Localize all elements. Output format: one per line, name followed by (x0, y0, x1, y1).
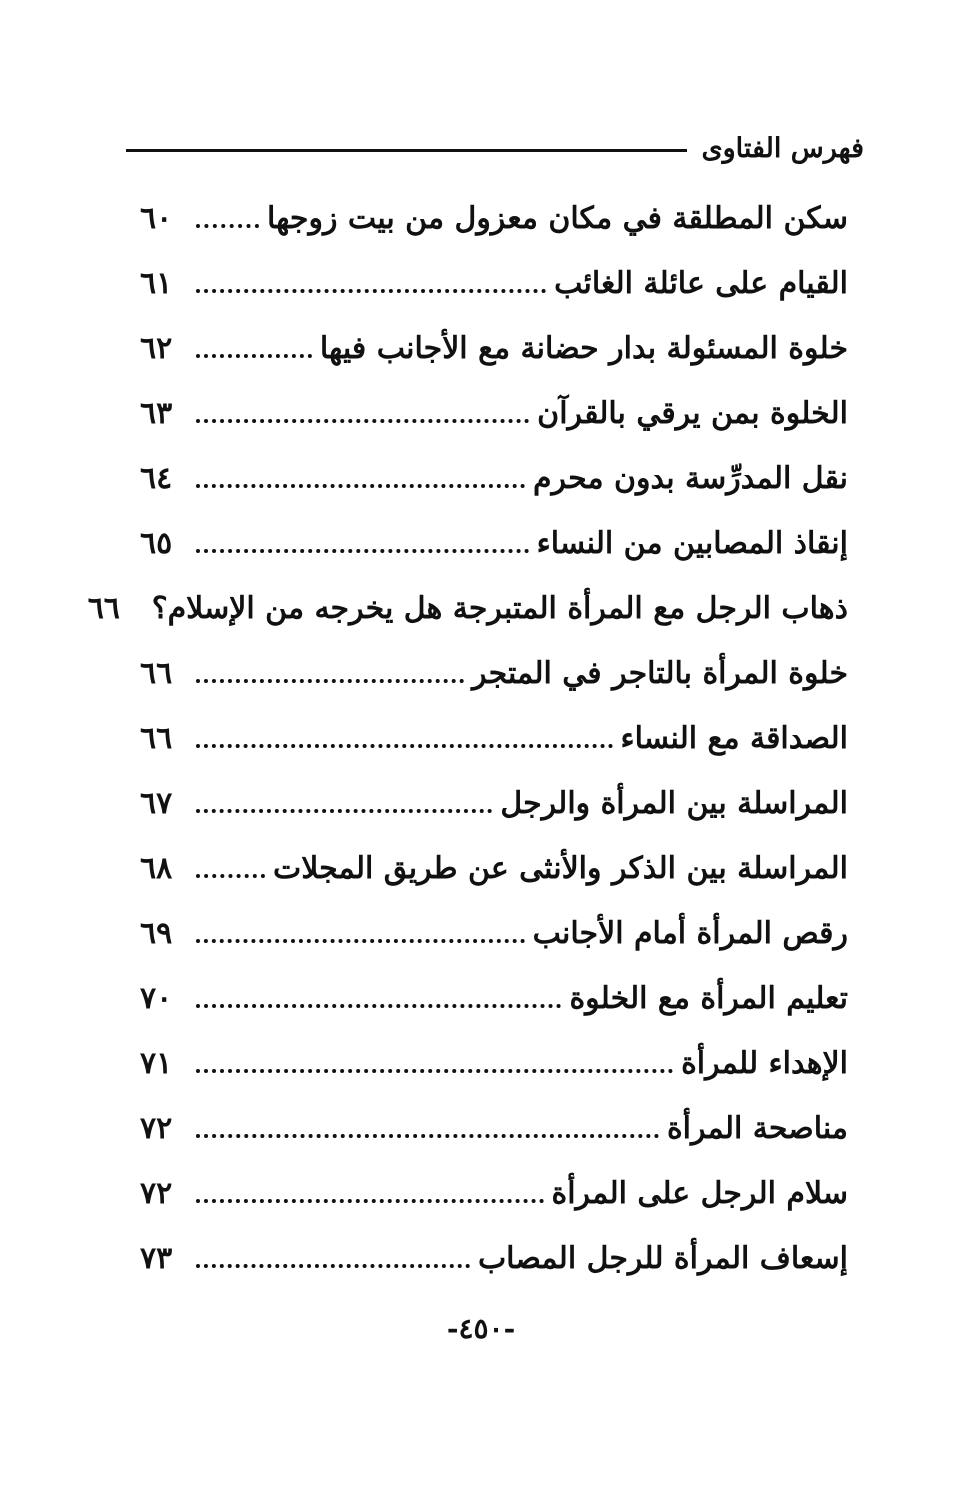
header-title: فهرس الفتاوى (701, 132, 864, 164)
dot-leader (196, 874, 265, 878)
toc-entry-page: ٧١ (140, 1046, 173, 1081)
toc-entry[interactable] (140, 1226, 848, 1291)
dot-leader (196, 419, 529, 423)
toc-entry[interactable] (140, 771, 848, 836)
toc-entry-title: الخلوة بمن يرقي بالقرآن (537, 396, 848, 431)
toc-entry[interactable] (140, 1031, 848, 1096)
dot-leader (196, 679, 464, 683)
page-number: -٤٥٠- (446, 1312, 516, 1345)
toc-entry-page: ٦٥ (140, 526, 173, 561)
toc-entry[interactable] (140, 511, 848, 576)
toc-entry-title: سكن المطلقة في مكان معزول من بيت زوجها (266, 201, 848, 236)
toc-entry-page: ٦٤ (140, 461, 173, 496)
dot-leader (196, 809, 492, 813)
toc-entry-title: خلوة المسئولة بدار حضانة مع الأجانب فيها (319, 331, 848, 366)
toc-entry-page: ٦٠ (140, 201, 173, 236)
toc-entry-page: ٧٢ (140, 1176, 173, 1211)
toc-entry-page: ٦١ (140, 266, 173, 301)
toc-entry-title: خلوة المرأة بالتاجر في المتجر (472, 656, 848, 691)
toc-entry-page: ٦٦ (87, 591, 120, 626)
toc-entry-page: ٦٦ (140, 656, 173, 691)
toc-entry-title: نقل المدرِّسة بدون محرم (532, 461, 848, 496)
dot-leader (196, 549, 529, 553)
toc-entry-page: ٦٢ (140, 331, 173, 366)
toc-entry-title: القيام على عائلة الغائب (554, 266, 848, 301)
toc-entry[interactable] (140, 1161, 848, 1226)
dot-leader (196, 289, 546, 293)
toc-entry-title: مناصحة المرأة (666, 1111, 848, 1146)
toc-entry[interactable] (87, 576, 848, 641)
toc-entry-title: تعليم المرأة مع الخلوة (569, 981, 848, 1016)
toc-entry[interactable] (140, 836, 848, 901)
toc-entry[interactable] (140, 251, 848, 316)
toc-entry[interactable] (140, 901, 848, 966)
toc-entry-title: إسعاف المرأة للرجل المصاب (477, 1241, 848, 1276)
toc-entry-title: ذهاب الرجل مع المرأة المتبرجة هل يخرجه من الإسلام؟ (151, 591, 848, 626)
toc-entry[interactable] (140, 1096, 848, 1161)
toc-entry-page: ٦٨ (140, 851, 173, 886)
dot-leader (196, 939, 525, 943)
toc-entry[interactable] (140, 641, 848, 706)
toc-entry-page: ٦٩ (140, 916, 173, 951)
toc-entry[interactable] (140, 316, 848, 381)
dot-leader (196, 354, 312, 358)
toc-entry-title: المراسلة بين الذكر والأنثى عن طريق المجلات (272, 851, 848, 886)
toc-entry-title: الإهداء للمرأة (681, 1046, 848, 1081)
toc-entry-page: ٧٠ (140, 981, 173, 1016)
dot-leader (196, 1069, 673, 1073)
toc-entry-page: ٧٣ (140, 1241, 173, 1276)
toc-entry-title: سلام الرجل على المرأة (551, 1176, 848, 1211)
dot-leader (196, 1004, 561, 1008)
toc-entry-title: رقص المرأة أمام الأجانب (532, 916, 848, 951)
header-rule (126, 149, 687, 152)
dot-leader (196, 484, 525, 488)
toc-entry-title: إنقاذ المصابين من النساء (536, 526, 848, 561)
dot-leader (196, 1264, 470, 1268)
toc-entry[interactable] (140, 381, 848, 446)
toc-entry[interactable] (140, 966, 848, 1031)
dot-leader (196, 1199, 544, 1203)
toc-entry-page: ٧٢ (140, 1111, 173, 1146)
toc-entry-page: ٦٧ (140, 786, 173, 821)
toc-entry-title: المراسلة بين المرأة والرجل (500, 786, 848, 821)
dot-leader (196, 744, 613, 748)
dot-leader (196, 224, 259, 228)
dot-leader (196, 1134, 659, 1138)
running-header (126, 128, 864, 168)
toc-entry[interactable] (140, 706, 848, 771)
table-of-contents (87, 186, 848, 1291)
toc-entry-title: الصداقة مع النساء (620, 721, 848, 756)
toc-entry-page: ٦٦ (140, 721, 173, 756)
toc-entry-page: ٦٣ (140, 396, 173, 431)
toc-entry[interactable] (140, 186, 848, 251)
toc-entry[interactable] (140, 446, 848, 511)
